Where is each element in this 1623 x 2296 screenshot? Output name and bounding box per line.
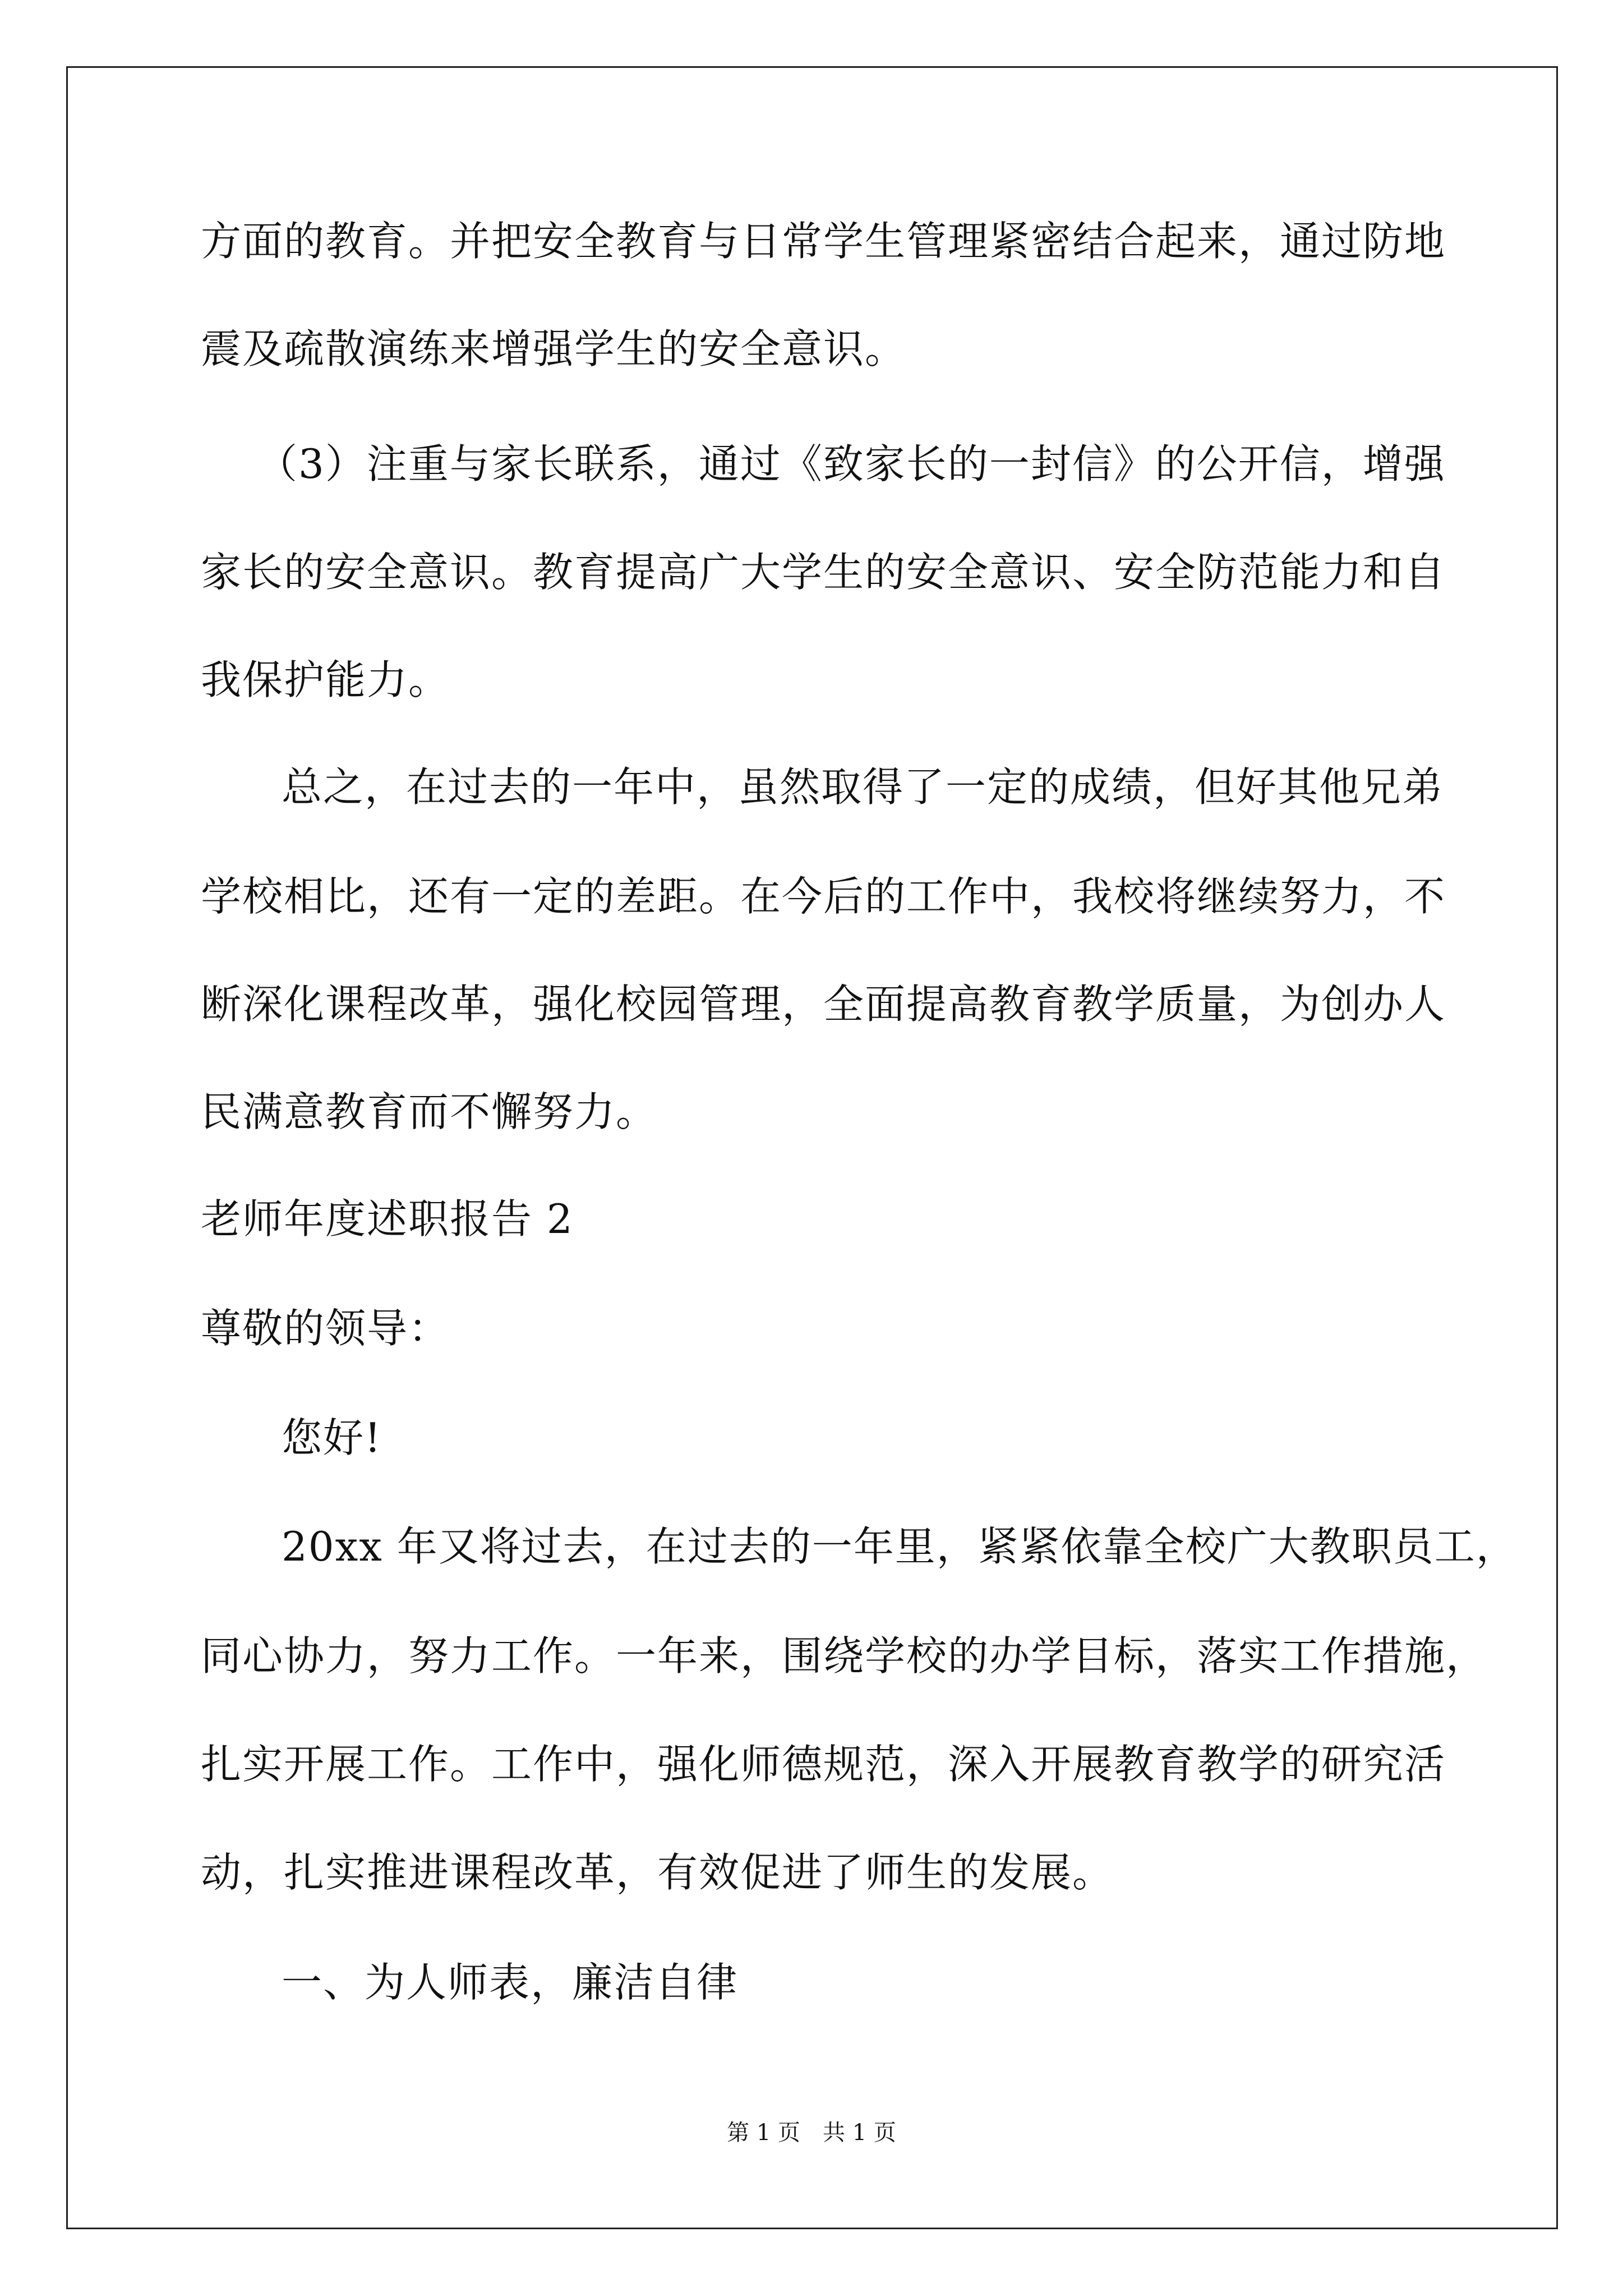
text-line: 方面的教育。并把安全教育与日常学生管理紧密结合起来，通过防地 bbox=[201, 218, 1446, 265]
text-line: 家长的安全意识。教育提高广大学生的安全意识、安全防范能力和自 bbox=[201, 549, 1446, 596]
section-title: 老师年度述职报告 2 bbox=[201, 1195, 574, 1243]
greeting: 您好! bbox=[282, 1414, 382, 1461]
text-line: 我保护能力。 bbox=[201, 656, 450, 703]
text-line: 总之，在过去的一年中，虽然取得了一定的成绩，但好其他兄弟 bbox=[282, 763, 1444, 811]
page-number: 第 1 页 共 1 页 bbox=[727, 2120, 896, 2146]
text-line: 动，扎实推进课程改革，有效促进了师生的发展。 bbox=[201, 1849, 1114, 1896]
text-line: 震及疏散演练来增强学生的安全意识。 bbox=[201, 325, 907, 372]
text-line: 学校相比，还有一定的差距。在今后的工作中，我校将继续努力，不 bbox=[201, 873, 1446, 920]
text-line: （3）注重与家长联系，通过《致家长的一封信》的公开信，增强 bbox=[257, 440, 1446, 487]
page-border bbox=[66, 66, 1558, 2229]
text-line: 扎实开展工作。工作中，强化师德规范，深入开展教育教学的研究活 bbox=[201, 1741, 1446, 1788]
text-line: 民满意教育而不懈努力。 bbox=[201, 1088, 658, 1135]
text-line: 断深化课程改革，强化校园管理，全面提高教育教学质量，为创办人 bbox=[201, 981, 1446, 1028]
text-line: 20xx 年又将过去，在过去的一年里，紧紧依靠全校广大教职员工， bbox=[282, 1523, 1518, 1570]
subheading: 一、为人师表，廉洁自律 bbox=[282, 1959, 739, 2006]
salutation: 尊敬的领导： bbox=[201, 1305, 450, 1352]
text-line: 同心协力，努力工作。一年来，围绕学校的办学目标，落实工作措施， bbox=[201, 1632, 1488, 1680]
